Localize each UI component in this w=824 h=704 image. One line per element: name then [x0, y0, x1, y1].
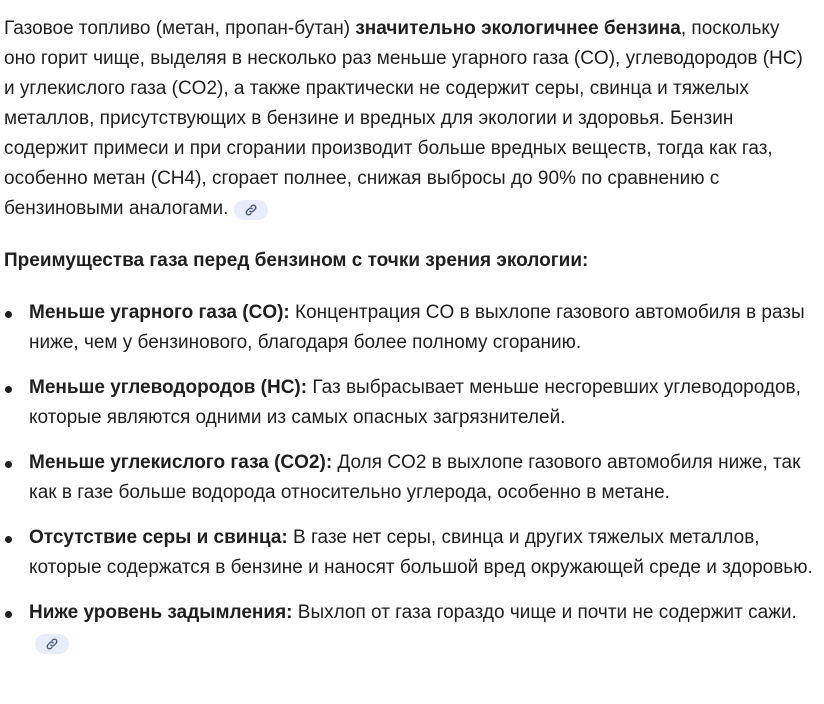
- section-heading: Преимущества газа перед бензином с точки зрения экологии:: [4, 250, 589, 271]
- list-item: [4, 598, 816, 658]
- benefit-text: Доля CO2 в выхлопе газового автомобиля ниже, так как в газе больше водорода относительно углерода, особенно в метане.: [29, 452, 801, 503]
- intro-text-start: Газовое топливо (метан, пропан-бутан): [4, 18, 356, 39]
- intro-paragraph: [4, 14, 816, 224]
- benefit-title: Ниже уровень задымления:: [29, 602, 293, 623]
- benefit-text: В газе нет серы, свинца и других тяжелых металлов, которые содержатся в бензине и наносят большой вред окружающей среде и здоровью.: [29, 527, 813, 578]
- benefit-title: Отсутствие серы и свинца:: [29, 527, 288, 548]
- answer-content: [4, 14, 816, 673]
- link-icon: [244, 203, 258, 217]
- benefit-text: Газ выбрасывает меньше несгоревших углеводородов, которые являются одними из самых опасных загрязнителей.: [29, 377, 801, 428]
- source-link-chip[interactable]: [234, 200, 268, 220]
- list-item: [4, 373, 816, 433]
- intro-bold-claim: значительно экологичнее бензина: [355, 18, 681, 39]
- source-link-chip[interactable]: [35, 634, 69, 654]
- intro-text-rest: , поскольку оно горит чище, выделяя в несколько раз меньше угарного газа (CO), углеводородов (HC) и углекислого газа (CO2), а также практически не содержит серы, свинца и тяжелых металлов, присутствующих в бензине и вредных для экологии и здоровья. Бензин содержит примеси и при сгорании производит больше вредных веществ, тогда как газ, особенно метан (CH4), сгорает полнее, снижая выбросы до 90% по сравнению с бензиновыми аналогами.: [4, 18, 803, 219]
- list-item: [4, 448, 816, 508]
- benefit-title: Меньше угарного газа (CO):: [29, 302, 290, 323]
- benefit-title: Меньше углекислого газа (CO2):: [29, 452, 333, 473]
- benefit-text: Выхлоп от газа гораздо чище и почти не содержит сажи.: [292, 602, 797, 623]
- benefit-text: Концентрация CO в выхлопе газового автомобиля в разы ниже, чем у бензинового, благодаря более полному сгоранию.: [29, 302, 805, 353]
- list-item: [4, 298, 816, 358]
- benefit-title: Меньше углеводородов (HC):: [29, 377, 308, 398]
- link-icon: [45, 637, 59, 651]
- benefits-list: [4, 298, 816, 658]
- list-item: [4, 523, 816, 583]
